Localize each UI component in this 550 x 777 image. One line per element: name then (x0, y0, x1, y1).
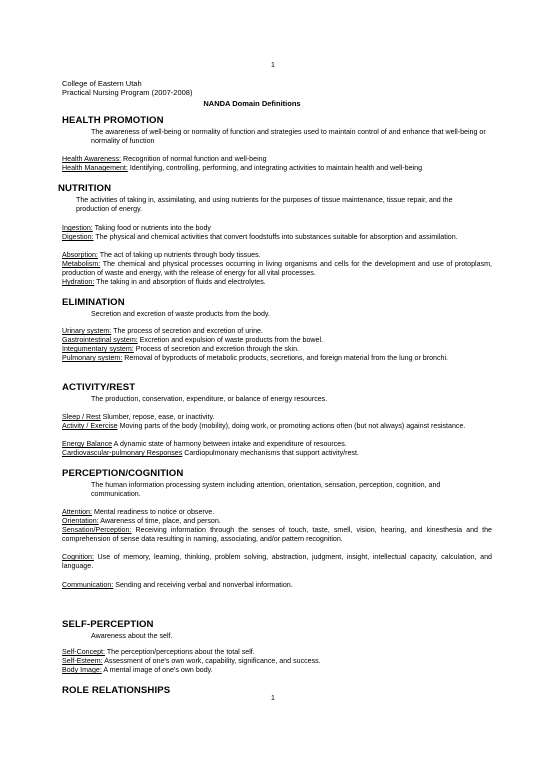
definition-item: Health Awareness: Recognition of normal function and well-being (62, 155, 267, 163)
definition-item: Ingestion: Taking food or nutrients into the body (62, 224, 211, 232)
definition-item: Digestion: The physical and chemical activities that convert foodstuffs into substances suitable for absorption and assimilation. (62, 233, 458, 241)
section-description: The activities of taking in, assimilating, and using nutrients for the purposes of tissue maintenance, tissue repair, and the production of energy. (76, 196, 453, 214)
definition-item: Urinary system: The process of secretion and excretion of urine. (62, 327, 263, 335)
definition-item: Health Management: Identifying, controlling, performing, and integrating activities to maintain health and well-being (62, 164, 423, 172)
definition-item: Self-Esteem: Assessment of one's own work, capability, significance, and success. (62, 657, 321, 665)
definition-item: Activity / Exercise Moving parts of the body (mobility), doing work, or promoting actions often (but not always) against resistance. (62, 422, 466, 430)
definition-item: Body Image: A mental image of one's own body. (62, 666, 213, 674)
section-title: PERCEPTION/COGNITION (62, 468, 184, 479)
header-program: Practical Nursing Program (2007-2008) (62, 88, 193, 97)
section-description: Awareness about the self. (91, 632, 173, 640)
section-description: Secretion and excretion of waste products from the body. (91, 310, 270, 318)
definition-item: Pulmonary system: Removal of byproducts of metabolic products, secretions, and foreign material from the lung or bronchi. (62, 354, 449, 362)
definition-item: Cognition: Use of memory, learning, thinking, problem solving, abstraction, judgment, insight, intellectual capacity, calculation, and language. (62, 553, 492, 571)
section-description: The human information processing system including attention, orientation, sensation, perception, cognition, and communication. (91, 481, 441, 499)
definition-item: Communication: Sending and receiving verbal and nonverbal information. (62, 581, 293, 589)
section-description: The production, conservation, expenditure, or balance of energy resources. (91, 395, 328, 403)
definition-item: Cardiovascular-pulmonary Responses Cardiopulmonary mechanisms that support activity/rest. (62, 449, 359, 457)
section-title: ELIMINATION (62, 297, 125, 308)
definition-item: Attention: Mental readiness to notice or observe. (62, 508, 215, 516)
document-page: 1 College of Eastern Utah Practical Nursing Program (2007-2008) NANDA Domain Definitions HEALTH PROMOTION The awareness of well-being or normality of function and strategies used to maintain control of and enhance that well-being or normality of function Health Awareness: Recognition of normal function and well-being Health Management: Identifying, controlling, performing, and integrating activities to maintain health and well-being NUTRITION The activities of taking in, assimilating, and using nutrients for the purposes of tissue maintenance, tissue repair, and the production of energy. Ingestion: Taking food or nutrients into the body Digestion: The physical and chemical activities that convert foodstuffs into substances suitable for absorption and assimilation. Absorption: The act of taking up nutrients through body tissues. Metabolism: The chemical and physical processes occurring in living organisms and cells for the development and use of protoplasm, production of waste and energy, with the release of energy for all vital processes. Hydration: The taking in and absorption of fluids and electrolytes. ELIMINATION Secretion and excretion of waste products from the body. Urinary system: The process of secretion and excretion of urine. Gastrointestinal system: Excretion and expulsion of waste products from the bowel. Integumentary system: Process of secretion and excretion through the skin. Pulmonary system: Removal of byproducts of metabolic products, secretions, and foreign material from the lung or bronchi. ACTIVITY/REST The production, conservation, expenditure, or balance of energy resources. Sleep / Rest Slumber, repose, ease, or inactivity. Activity / Exercise Moving parts of the body (mobility), doing work, or promoting actions often (but not always) against resistance. Energy Balance A dynamic state of harmony between intake and expenditure of resources. Cardiovascular-pulmonary Responses Cardiopulmonary mechanisms that support activity/rest. PERCEPTION/COGNITION The human information processing system including attention, orientation, sensation, perception, cognition, and communication. Attention: Mental readiness to notice or observe. Orientation: Awareness of time, place, and person. Sensation/Perception: Receiving information through the senses of touch, taste, smell, vision, hearing, and kinesthesia and the comprehension of sense data resulting in naming, associating, and/or pattern recognition. Cognition: Use of memory, learning, thinking, problem solving, abstraction, judgment, insight, intellectual capacity, calculation, and language. Communication: Sending and receiving verbal and nonverbal information. SELF-PERCEPTION Awareness about the self. Self-Concept: The perception/perceptions about the total self. Self-Esteem: Assessment of one's own work, capability, significance, and success. Body Image: A mental image of one's own body. ROLE RELATIONSHIPS 1 (58, 62, 492, 702)
definition-item: Energy Balance A dynamic state of harmony between intake and expenditure of resources. (62, 440, 347, 448)
section-title: ACTIVITY/REST (62, 382, 136, 393)
definition-item: Sleep / Rest Slumber, repose, ease, or inactivity. (62, 413, 215, 421)
definition-item: Absorption: The act of taking up nutrients through body tissues. (62, 251, 261, 259)
definition-item: Integumentary system: Process of secretion and excretion through the skin. (62, 345, 299, 353)
definition-item: Hydration: The taking in and absorption of fluids and electrolytes. (62, 278, 266, 286)
definition-item: Gastrointestinal system: Excretion and expulsion of waste products from the bowel. (62, 336, 324, 344)
document-title: NANDA Domain Definitions (203, 99, 301, 108)
section-title: NUTRITION (58, 183, 112, 194)
definition-item: Metabolism: The chemical and physical processes occurring in living organisms and cells for the development and use of protoplasm, production of waste and energy, with the release of energy for all vital processes. (62, 260, 492, 278)
page-number-bottom: 1 (271, 695, 275, 702)
section-title: ROLE RELATIONSHIPS (62, 685, 171, 696)
definition-item: Orientation: Awareness of time, place, and person. (62, 517, 221, 525)
section-title: HEALTH PROMOTION (62, 115, 164, 126)
definition-item: Self-Concept: The perception/perceptions about the total self. (62, 648, 255, 656)
section-description: The awareness of well-being or normality of function and strategies used to maintain control of and enhance that well-being or normality of function (91, 128, 486, 146)
section-title: SELF-PERCEPTION (62, 619, 154, 630)
header-college: College of Eastern Utah (62, 79, 142, 88)
definition-item: Sensation/Perception: Receiving information through the senses of touch, taste, smell, vision, hearing, and kinesthesia and the comprehension of sense data resulting in naming, associating, and/or pattern recognition. (62, 526, 492, 544)
